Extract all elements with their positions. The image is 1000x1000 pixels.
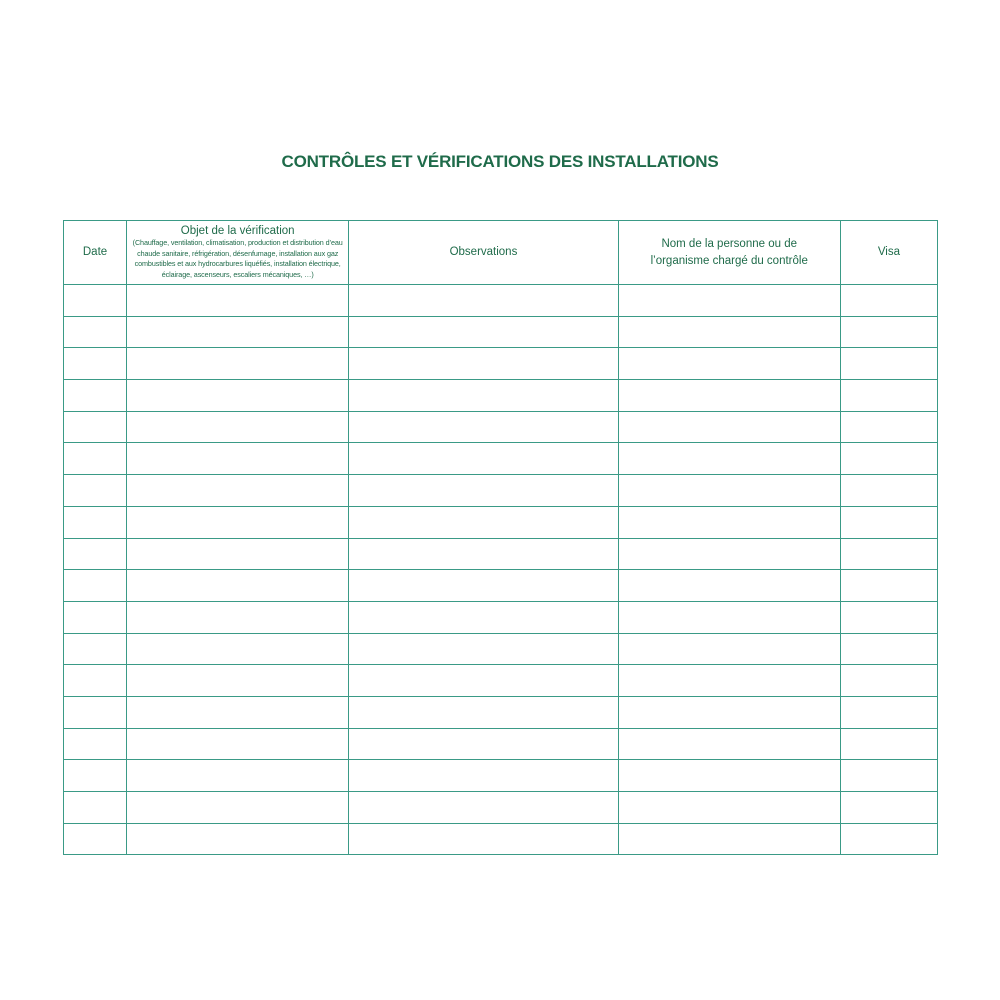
date-cell[interactable] bbox=[64, 633, 127, 665]
nom-cell[interactable] bbox=[618, 665, 840, 697]
header-nom-line-1: Nom de la personne ou de bbox=[661, 237, 797, 250]
visa-cell[interactable] bbox=[840, 538, 937, 570]
table-row bbox=[64, 348, 938, 380]
objet-cell[interactable] bbox=[127, 506, 349, 538]
table-row bbox=[64, 823, 938, 855]
table-row bbox=[64, 696, 938, 728]
date-cell[interactable] bbox=[64, 443, 127, 475]
objet-cell[interactable] bbox=[127, 792, 349, 824]
verification-register-table bbox=[63, 220, 938, 855]
table-row bbox=[64, 443, 938, 475]
header-observations: Observations bbox=[349, 221, 618, 285]
observations-cell[interactable] bbox=[349, 348, 618, 380]
table-row bbox=[64, 538, 938, 570]
date-cell[interactable] bbox=[64, 665, 127, 697]
visa-cell[interactable] bbox=[840, 665, 937, 697]
nom-cell[interactable] bbox=[618, 475, 840, 507]
observations-cell[interactable] bbox=[349, 316, 618, 348]
table-row bbox=[64, 316, 938, 348]
observations-cell[interactable] bbox=[349, 760, 618, 792]
visa-cell[interactable] bbox=[840, 728, 937, 760]
objet-cell[interactable] bbox=[127, 475, 349, 507]
date-cell[interactable] bbox=[64, 348, 127, 380]
table-row bbox=[64, 411, 938, 443]
observations-cell[interactable] bbox=[349, 792, 618, 824]
date-cell[interactable] bbox=[64, 380, 127, 412]
observations-cell[interactable] bbox=[349, 665, 618, 697]
objet-cell[interactable] bbox=[127, 633, 349, 665]
nom-cell[interactable] bbox=[618, 348, 840, 380]
nom-cell[interactable] bbox=[618, 380, 840, 412]
table-row bbox=[64, 792, 938, 824]
objet-cell[interactable] bbox=[127, 570, 349, 602]
date-cell[interactable] bbox=[64, 316, 127, 348]
visa-cell[interactable] bbox=[840, 792, 937, 824]
page-title: CONTRÔLES ET VÉRIFICATIONS DES INSTALLATIONS bbox=[281, 152, 719, 171]
objet-cell[interactable] bbox=[127, 665, 349, 697]
objet-cell[interactable] bbox=[127, 380, 349, 412]
header-nom bbox=[618, 221, 840, 285]
nom-cell[interactable] bbox=[618, 601, 840, 633]
nom-cell[interactable] bbox=[618, 760, 840, 792]
table-row bbox=[64, 475, 938, 507]
observations-cell[interactable] bbox=[349, 728, 618, 760]
nom-cell[interactable] bbox=[618, 570, 840, 602]
observations-cell[interactable] bbox=[349, 601, 618, 633]
header-date: Date bbox=[64, 221, 127, 285]
visa-cell[interactable] bbox=[840, 380, 937, 412]
table-body bbox=[64, 285, 938, 855]
table-row bbox=[64, 285, 938, 317]
date-cell[interactable] bbox=[64, 823, 127, 855]
header-objet bbox=[127, 221, 349, 285]
objet-cell[interactable] bbox=[127, 538, 349, 570]
visa-cell[interactable] bbox=[840, 285, 937, 317]
objet-cell[interactable] bbox=[127, 411, 349, 443]
observations-cell[interactable] bbox=[349, 443, 618, 475]
observations-cell[interactable] bbox=[349, 633, 618, 665]
observations-cell[interactable] bbox=[349, 285, 618, 317]
observations-cell[interactable] bbox=[349, 506, 618, 538]
visa-cell[interactable] bbox=[840, 633, 937, 665]
observations-cell[interactable] bbox=[349, 538, 618, 570]
nom-cell[interactable] bbox=[618, 792, 840, 824]
visa-cell[interactable] bbox=[840, 696, 937, 728]
objet-cell[interactable] bbox=[127, 316, 349, 348]
observations-cell[interactable] bbox=[349, 411, 618, 443]
objet-cell[interactable] bbox=[127, 348, 349, 380]
table-row bbox=[64, 601, 938, 633]
header-visa: Visa bbox=[840, 221, 937, 285]
visa-cell[interactable] bbox=[840, 823, 937, 855]
header-row bbox=[64, 221, 938, 285]
objet-cell[interactable] bbox=[127, 443, 349, 475]
observations-cell[interactable] bbox=[349, 823, 618, 855]
nom-cell[interactable] bbox=[618, 823, 840, 855]
date-cell[interactable] bbox=[64, 475, 127, 507]
observations-cell[interactable] bbox=[349, 380, 618, 412]
nom-cell[interactable] bbox=[618, 285, 840, 317]
visa-cell[interactable] bbox=[840, 601, 937, 633]
nom-cell[interactable] bbox=[618, 728, 840, 760]
nom-cell[interactable] bbox=[618, 538, 840, 570]
objet-cell[interactable] bbox=[127, 760, 349, 792]
observations-cell[interactable] bbox=[349, 570, 618, 602]
date-cell[interactable] bbox=[64, 760, 127, 792]
table-row bbox=[64, 506, 938, 538]
date-cell[interactable] bbox=[64, 728, 127, 760]
nom-cell[interactable] bbox=[618, 316, 840, 348]
visa-cell[interactable] bbox=[840, 760, 937, 792]
date-cell[interactable] bbox=[64, 696, 127, 728]
visa-cell[interactable] bbox=[840, 411, 937, 443]
visa-cell[interactable] bbox=[840, 316, 937, 348]
objet-cell[interactable] bbox=[127, 823, 349, 855]
header-objet-description: (Chauffage, ventilation, climatisation, production et distribution d’eau chaude sanitaire, réfrigération, désenfumage, installation aux gaz combustibles et aux hydrocarbures liquéfiés, installation électrique, éclairage, ascenseurs, escaliers mécaniques, …) bbox=[132, 238, 343, 279]
date-cell[interactable] bbox=[64, 792, 127, 824]
observations-cell[interactable] bbox=[349, 475, 618, 507]
nom-cell[interactable] bbox=[618, 443, 840, 475]
date-cell[interactable] bbox=[64, 411, 127, 443]
table-row bbox=[64, 633, 938, 665]
table-row bbox=[64, 728, 938, 760]
date-cell[interactable] bbox=[64, 506, 127, 538]
visa-cell[interactable] bbox=[840, 475, 937, 507]
nom-cell[interactable] bbox=[618, 696, 840, 728]
date-cell[interactable] bbox=[64, 538, 127, 570]
table-row bbox=[64, 380, 938, 412]
observations-cell[interactable] bbox=[349, 696, 618, 728]
header-nom-line-2: l’organisme chargé du contrôle bbox=[650, 254, 808, 267]
nom-cell[interactable] bbox=[618, 411, 840, 443]
visa-cell[interactable] bbox=[840, 443, 937, 475]
objet-cell[interactable] bbox=[127, 728, 349, 760]
date-cell[interactable] bbox=[64, 570, 127, 602]
nom-cell[interactable] bbox=[618, 506, 840, 538]
table-header bbox=[64, 221, 938, 285]
table-row bbox=[64, 570, 938, 602]
objet-cell[interactable] bbox=[127, 601, 349, 633]
date-cell[interactable] bbox=[64, 601, 127, 633]
date-cell[interactable] bbox=[64, 285, 127, 317]
visa-cell[interactable] bbox=[840, 506, 937, 538]
objet-cell[interactable] bbox=[127, 696, 349, 728]
objet-cell[interactable] bbox=[127, 285, 349, 317]
nom-cell[interactable] bbox=[618, 633, 840, 665]
visa-cell[interactable] bbox=[840, 348, 937, 380]
visa-cell[interactable] bbox=[840, 570, 937, 602]
table-row bbox=[64, 760, 938, 792]
table-row bbox=[64, 665, 938, 697]
header-objet-title: Objet de la vérification bbox=[180, 225, 295, 237]
